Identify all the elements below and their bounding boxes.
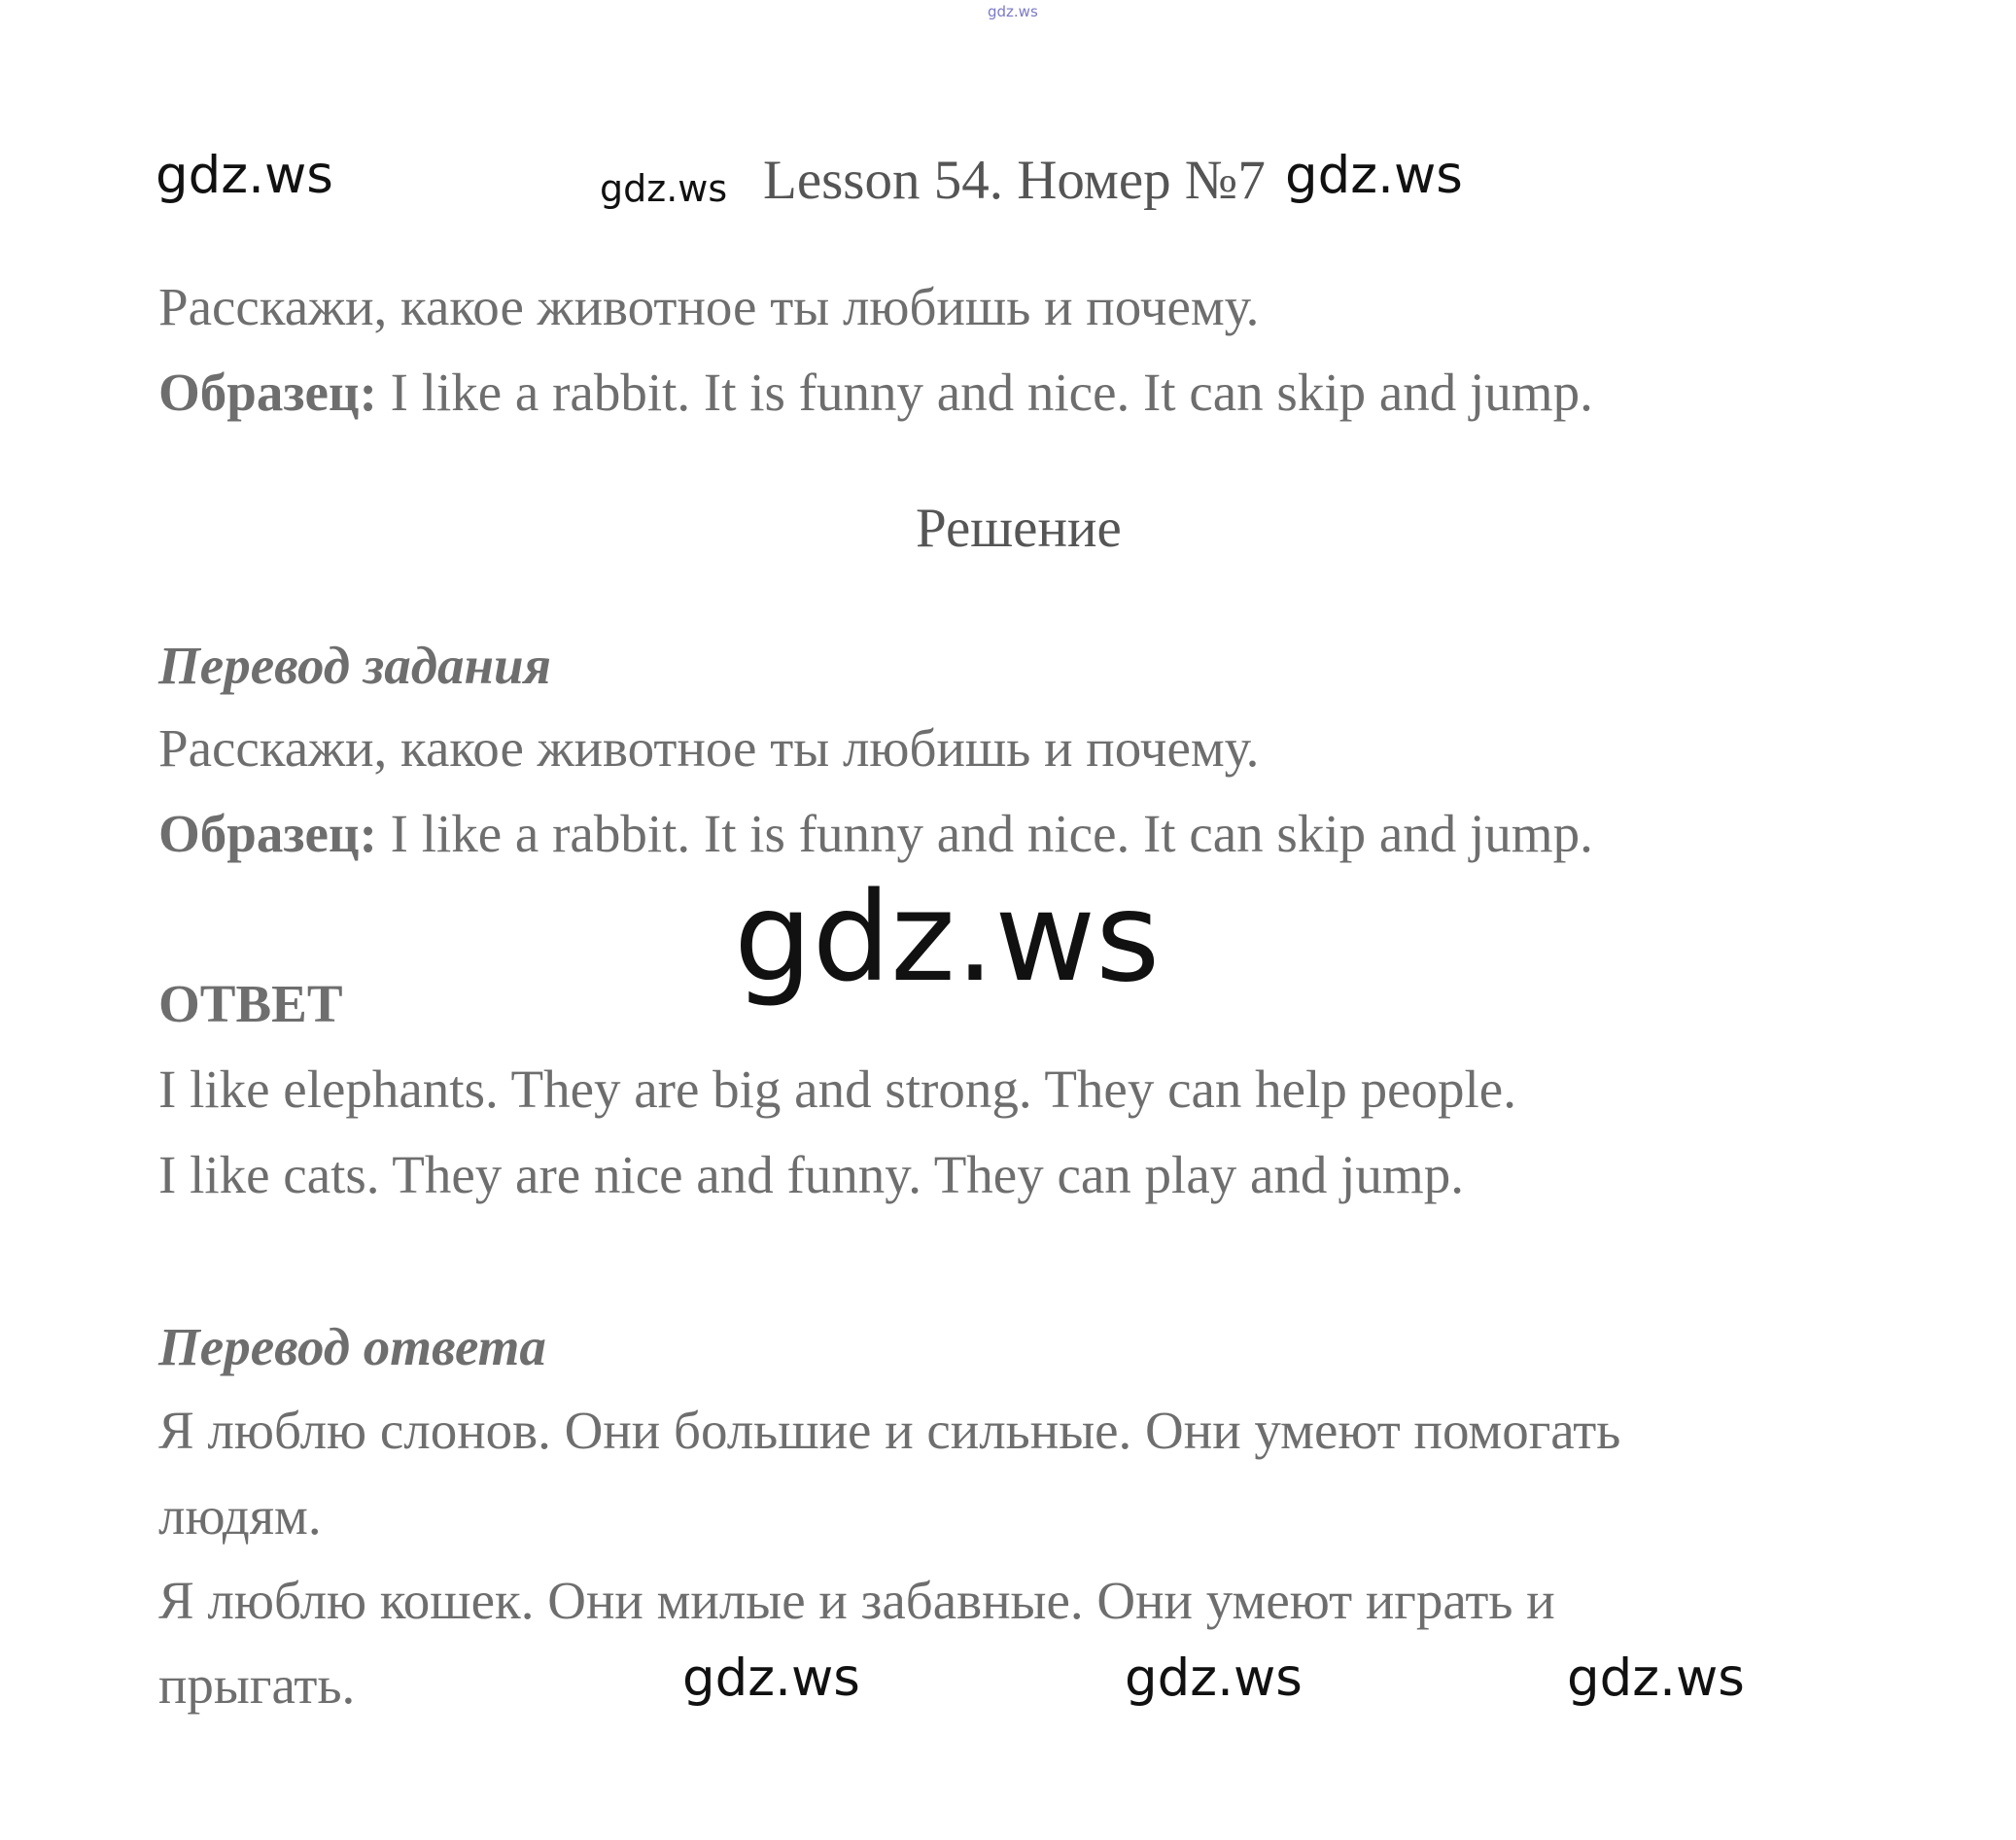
watermark-bottom-2: gdz.ws — [1125, 1649, 1303, 1708]
watermark-header-right: gdz.ws — [1285, 146, 1463, 205]
watermark-header-left: gdz.ws — [156, 146, 333, 205]
answer-heading: ОТВЕТ — [158, 974, 343, 1033]
answer-line: I like cats. They are nice and funny. They can play and jump. — [158, 1145, 1464, 1204]
sample-label: Образец: — [158, 363, 377, 422]
answer-line: I like elephants. They are big and strong. They can help people. — [158, 1059, 1516, 1119]
task-instruction: Расскажи, какое животное ты любишь и почему. — [158, 277, 1260, 336]
answer-translation-line: Я люблю кошек. Они милые и забавные. Они умеют играть и — [158, 1571, 1555, 1630]
task-sample — [158, 363, 1593, 422]
answer-translation-heading: Перевод ответа — [158, 1317, 546, 1376]
task-translation-instruction: Расскажи, какое животное ты любишь и почему. — [158, 718, 1260, 778]
translation-sample-label: Образец: — [158, 804, 377, 863]
translation-sample-text: I like a rabbit. It is funny and nice. It can skip and jump. — [376, 804, 1593, 863]
watermark-bottom-1: gdz.ws — [682, 1649, 860, 1708]
watermark-bottom-3: gdz.ws — [1567, 1649, 1745, 1708]
sample-text: I like a rabbit. It is funny and nice. It can skip and jump. — [376, 363, 1593, 422]
task-translation-heading: Перевод задания — [158, 636, 551, 695]
answer-translation-line: Я люблю слонов. Они большие и сильные. Они умеют помогать — [158, 1401, 1621, 1460]
task-translation-sample — [158, 804, 1593, 863]
top-small-watermark: gdz.ws — [988, 3, 1038, 20]
page-title: Lesson 54. Номер №7 — [763, 150, 1266, 211]
watermark-header-mid: gdz.ws — [600, 167, 728, 210]
watermark-center: gdz.ws — [734, 865, 1161, 1009]
answer-translation-line: людям. — [158, 1486, 322, 1545]
solution-heading: Решение — [916, 498, 1122, 559]
answer-translation-line: прыгать. — [158, 1655, 356, 1715]
